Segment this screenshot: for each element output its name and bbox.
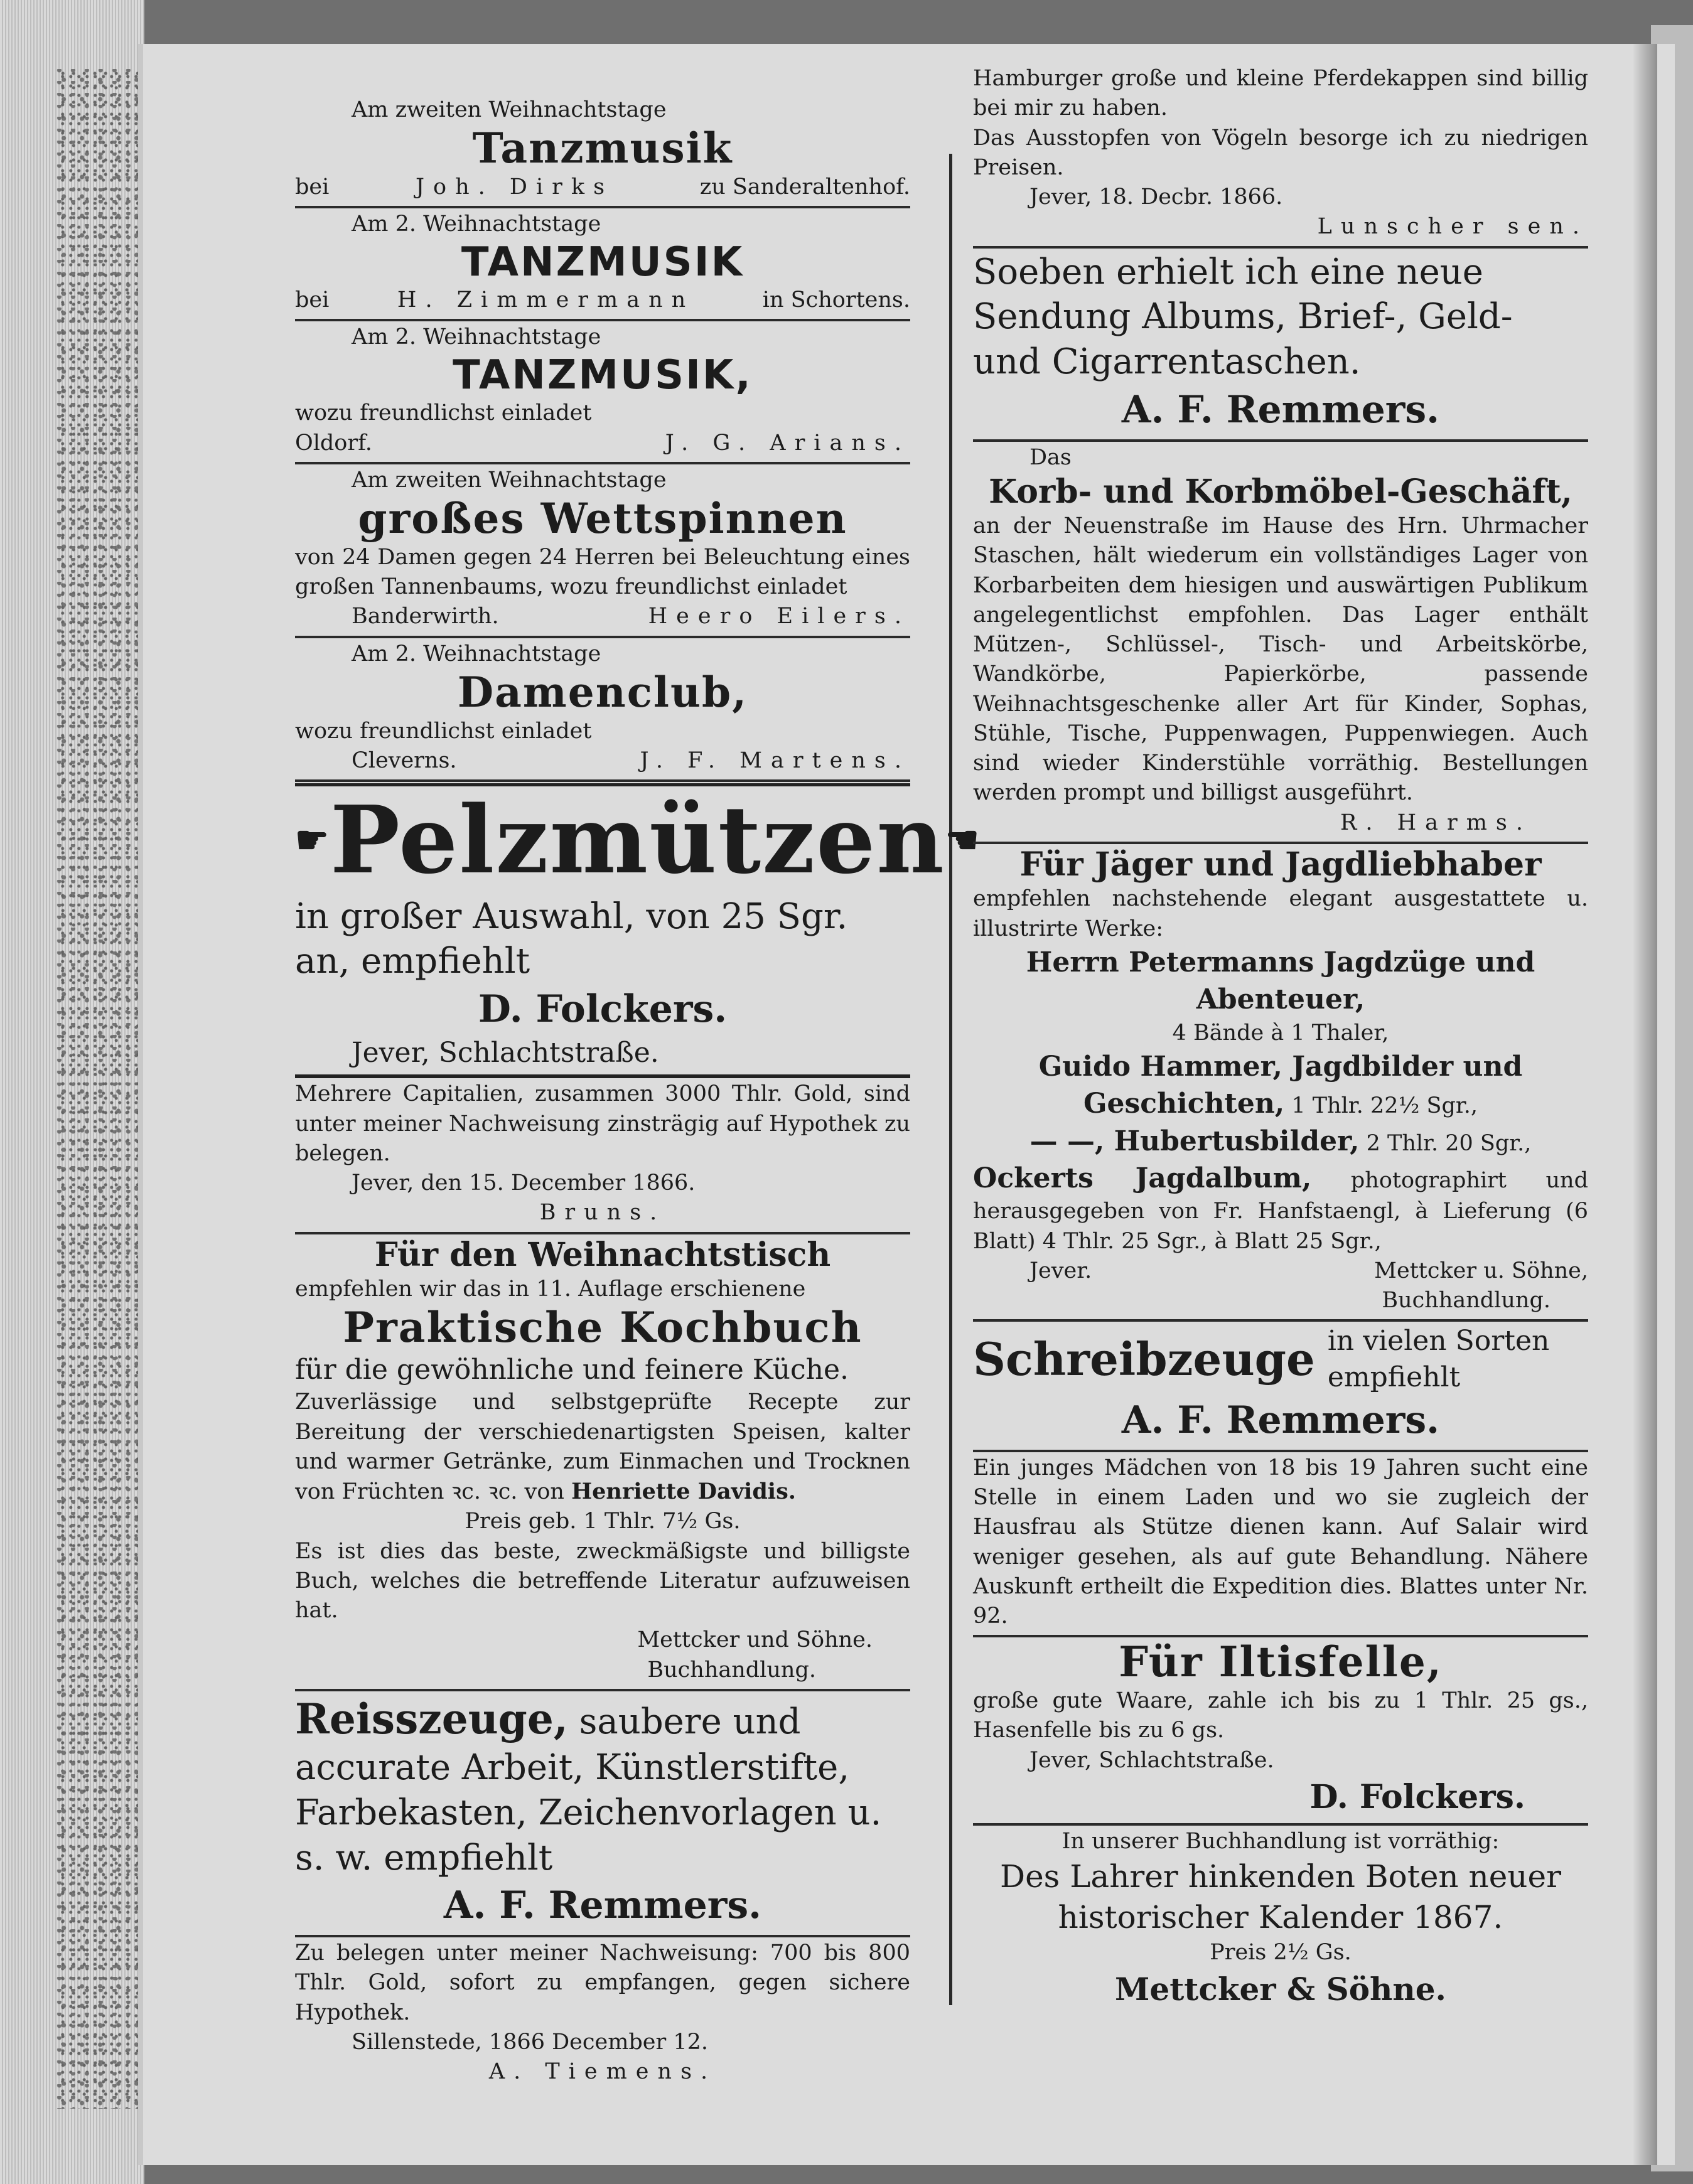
ad-reisszeuge bbox=[295, 1691, 910, 1937]
ad-date: Jever, 18. Decbr. 1866. bbox=[1029, 185, 1283, 210]
ad-body: in großer Auswahl, von 25 Sgr. an, empfiehlt bbox=[295, 896, 848, 982]
prefix: bei bbox=[295, 287, 330, 313]
gutter-shadow bbox=[1632, 44, 1657, 2165]
advertiser-name: J. F. Martens. bbox=[640, 748, 910, 774]
place: Cleverns. bbox=[352, 748, 457, 774]
ad-title: Pelzmützen bbox=[330, 785, 945, 895]
ad-title: TANZMUSIK, bbox=[453, 351, 753, 399]
ad-line: wozu freundlichst einladet bbox=[295, 400, 592, 426]
book-description: photographirt und herausgegeben von Fr. Hanfstaengl, à Lieferung (6 Blatt) 4 Thlr. 25 Sgr., à Blatt 25 Sgr., bbox=[973, 1168, 1588, 1254]
book-item bbox=[973, 1123, 1588, 1160]
ad-body: Hamburger große und kleine Pferdekappen sind billig bei mir zu haben. bbox=[973, 66, 1588, 121]
ad-line bbox=[295, 173, 910, 202]
ad-note: Es ist dies das beste, zweckmäßigste und billigste Buch, welches die betreffende Literatur aufzuweisen hat. bbox=[295, 1538, 910, 1623]
ad-korbmoebel bbox=[973, 442, 1588, 844]
ad-body: Ein junges Mädchen von 18 bis 19 Jahren sucht eine Stelle in einem Laden und wo sie zugleich der Hausfrau als Stütze dienen kann. Auf Salair wird weniger gesehen, als auf gute Behandlung. Nähere Auskunft ertheilt die Expedition dies. Blattes unter Nr. 92. bbox=[973, 1455, 1588, 1629]
place: Oldorf. bbox=[295, 430, 372, 456]
ad-kicker: Am 2. Weihnachtstage bbox=[352, 211, 601, 237]
ad-sub: empfehlen nachstehende elegant ausgestattete u. illustrirte Werke: bbox=[973, 886, 1588, 941]
ad-signature: A. F. Remmers. bbox=[443, 1883, 762, 1928]
place: Banderwirth. bbox=[352, 604, 499, 629]
ad-body: von 24 Damen gegen 24 Herren bei Beleuchtung eines großen Tannenbaums, wozu freundlichst einladet bbox=[295, 544, 910, 600]
book-edge-speckle bbox=[56, 69, 151, 2109]
ad-damenclub bbox=[295, 638, 910, 783]
hand-ornament-icon: ☚ bbox=[945, 818, 981, 862]
ad-pelzmuetzen bbox=[295, 782, 981, 1078]
ad-headline bbox=[973, 1323, 1588, 1394]
ad-sub: empfehlen wir das in 11. Auflage erschienene bbox=[295, 1276, 806, 1302]
ad-albums bbox=[973, 249, 1588, 442]
place: Jever. bbox=[1029, 1258, 1092, 1283]
ad-body: große gute Waare, zahle ich bis zu 1 Thlr. 25 gs., Hasenfelle bis zu 6 gs. bbox=[973, 1688, 1588, 1743]
ad-title: Für den Weihnachtstisch bbox=[374, 1235, 831, 1274]
advertiser-name: Joh. Dirks bbox=[416, 174, 614, 200]
ad-body: an der Neuenstraße im Hause des Hrn. Uhrmacher Staschen, hält wiederum ein vollständiges Lager von Korbarbeiten dem hiesigen und auswärtigen Publikum angelegentlichst empfohlen. Das Lager enthält Mützen-, Schlüssel-, Tisch- und Arbeitskörbe, Wandkörbe, Papierkörbe, passende Weihnachtsgeschenke aller Art für Kinder, Sophas, Stühle, Tische, Puppenwagen, Puppenwiegen. Auch sind wieder Kinderstühle vorräthig. Bestellungen werden prompt und billigst ausgeführt. bbox=[973, 513, 1588, 806]
advertiser-name: A. Tiemens. bbox=[488, 2059, 717, 2085]
ad-stellengesuch bbox=[973, 1452, 1588, 1638]
suffix: zu Sanderaltenhof. bbox=[699, 174, 910, 200]
ad-tanzmusik-zimmermann bbox=[295, 208, 910, 321]
column-divider bbox=[949, 154, 952, 2005]
ad-tanzmusik-arians bbox=[295, 321, 910, 464]
ad-kicker: Am 2. Weihnachtstage bbox=[352, 324, 601, 350]
ad-jagdliebhaber bbox=[973, 844, 1588, 1322]
book-price: 1 Thlr. 22½ Sgr., bbox=[1291, 1093, 1478, 1119]
seller: Mettcker und Söhne. bbox=[637, 1627, 873, 1653]
ad-signature: A. F. Remmers. bbox=[1121, 387, 1440, 432]
price: Preis 2½ Gs. bbox=[1210, 1940, 1352, 1966]
ad-title: Reisszeuge, bbox=[295, 1694, 568, 1743]
ad-zu-belegen bbox=[295, 1937, 910, 2090]
ad-tanzmusik-dirks bbox=[295, 94, 910, 208]
book-price: 2 Thlr. 20 Sgr., bbox=[1366, 1130, 1532, 1156]
ad-body bbox=[295, 1693, 910, 1880]
ad-kicker: Am zweiten Weihnachtstage bbox=[352, 467, 667, 493]
ad-schreibzeuge bbox=[973, 1322, 1588, 1452]
ad-body: Mehrere Capitalien, zusammen 3000 Thlr. Gold, sind unter meiner Nachweisung zinsträgig auf Hypothek zu belegen. bbox=[295, 1081, 910, 1166]
ad-date: Jever, den 15. December 1866. bbox=[352, 1170, 696, 1196]
ad-title: großes Wettspinnen bbox=[358, 494, 847, 543]
ad-signature: D. Folckers. bbox=[1309, 1777, 1525, 1816]
place: Jever, Schlachtstraße. bbox=[352, 1037, 659, 1069]
ad-signoff bbox=[295, 602, 910, 631]
ad-signature: A. F. Remmers. bbox=[1121, 1398, 1440, 1442]
ad-signoff bbox=[295, 746, 910, 776]
advertiser-name: J. G. Arians. bbox=[665, 430, 910, 456]
advertiser-name: Bruns. bbox=[539, 1200, 666, 1226]
ad-kalender bbox=[973, 1826, 1588, 2014]
seller-type: Buchhandlung. bbox=[647, 1657, 816, 1683]
ad-title-banner bbox=[295, 783, 981, 895]
advertiser-name: Heero Eilers. bbox=[648, 604, 910, 629]
seller-type: Buchhandlung. bbox=[1382, 1288, 1551, 1314]
ad-kicker: Das bbox=[1029, 444, 1072, 470]
ad-body: in vielen Sorten empfiehlt bbox=[1327, 1325, 1550, 1393]
ad-title: Des Lahrer hinkenden Boten neuer historischer Kalender 1867. bbox=[999, 1858, 1562, 1936]
ad-body: Zu belegen unter meiner Nachweisung: 700 bis 800 Thlr. Gold, sofort zu empfangen, gegen sichere Hypothek. bbox=[295, 1940, 910, 2025]
advertiser-name: H. Zimmermann bbox=[397, 287, 695, 313]
ad-body-2: Das Ausstopfen von Vögeln besorge ich zu niedrigen Preisen. bbox=[973, 125, 1588, 180]
ad-body: Soeben erhielt ich eine neue Sendung Albums, Brief-, Geld- und Cigarrentaschen. bbox=[973, 251, 1513, 382]
ad-title: Damenclub, bbox=[457, 667, 748, 717]
advertiser-name: R. Harms. bbox=[1340, 810, 1532, 835]
ad-line bbox=[295, 286, 910, 315]
book-title: — —, Hubertusbilder, bbox=[1029, 1125, 1360, 1157]
ad-line: wozu freundlichst einladet bbox=[295, 718, 592, 744]
ad-signoff bbox=[295, 429, 910, 458]
ad-iltisfelle bbox=[973, 1637, 1588, 1826]
ad-signature: D. Folckers. bbox=[478, 987, 728, 1032]
ad-body-text: saubere und accurate Arbeit, Künstlerstifte, Farbekasten, Zeichenvorlagen u. s. w. empfiehlt bbox=[295, 1701, 882, 1878]
place: Jever, Schlachtstraße. bbox=[1029, 1747, 1274, 1773]
ad-wettspinnen bbox=[295, 464, 910, 638]
ad-title: Schreibzeuge bbox=[973, 1332, 1315, 1386]
right-column bbox=[973, 63, 1588, 2014]
suffix: in Schortens. bbox=[762, 287, 910, 313]
seller: Mettcker u. Söhne, bbox=[1374, 1258, 1588, 1283]
ad-body bbox=[295, 1388, 910, 1507]
book-item bbox=[973, 1048, 1588, 1123]
ad-body-text: Zuverlässige und selbstgeprüfte Recepte zur Bereitung der verschiedenartigsten Speisen, kalter und warmer Getränke, zum Einmachen und Trocknen von Früchten ꝛc. ꝛc. von bbox=[295, 1389, 910, 1504]
author: Henriette Davidis. bbox=[571, 1479, 796, 1504]
ad-capitalien bbox=[295, 1078, 910, 1234]
ad-title: Für Jäger und Jagdliebhaber bbox=[1019, 845, 1542, 884]
ad-title: Für Iltisfelle, bbox=[1119, 1637, 1443, 1687]
book-price: 4 Bände à 1 Thaler, bbox=[1172, 1020, 1389, 1046]
hand-ornament-icon: ☛ bbox=[295, 818, 330, 862]
ad-pferdekappen bbox=[973, 63, 1588, 249]
ad-title: TANZMUSIK bbox=[461, 238, 744, 286]
ad-kicker: Am 2. Weihnachtstage bbox=[352, 641, 601, 666]
left-column bbox=[295, 94, 981, 2090]
ad-signature: Mettcker & Söhne. bbox=[1115, 1970, 1446, 2008]
ad-date: Sillenstede, 1866 December 12. bbox=[352, 2029, 709, 2055]
ad-title: Tanzmusik bbox=[472, 124, 733, 173]
price: Preis geb. 1 Thlr. 7½ Gs. bbox=[465, 1509, 741, 1534]
book-title: Guido Hammer, Jagdbilder und Geschichten, bbox=[1038, 1050, 1523, 1120]
advertiser-name: Lunscher sen. bbox=[1317, 214, 1588, 240]
ad-kicker: Am zweiten Weihnachtstage bbox=[352, 97, 667, 122]
book-item: Herrn Petermanns Jagdzüge und Abenteuer, bbox=[1026, 946, 1535, 1016]
book-title: Praktische Kochbuch bbox=[343, 1303, 863, 1352]
prefix: bei bbox=[295, 174, 330, 200]
book-title: Ockerts Jagdalbum, bbox=[973, 1162, 1312, 1194]
ad-kochbuch bbox=[295, 1234, 910, 1691]
book-subtitle: für die gewöhnliche und feinere Küche. bbox=[295, 1354, 849, 1386]
ad-title: Korb- und Korbmöbel-Geschäft, bbox=[989, 472, 1572, 511]
ad-signoff bbox=[973, 1256, 1588, 1286]
ad-kicker: In unserer Buchhandlung ist vorräthig: bbox=[1061, 1829, 1500, 1855]
book-item bbox=[973, 1160, 1588, 1256]
